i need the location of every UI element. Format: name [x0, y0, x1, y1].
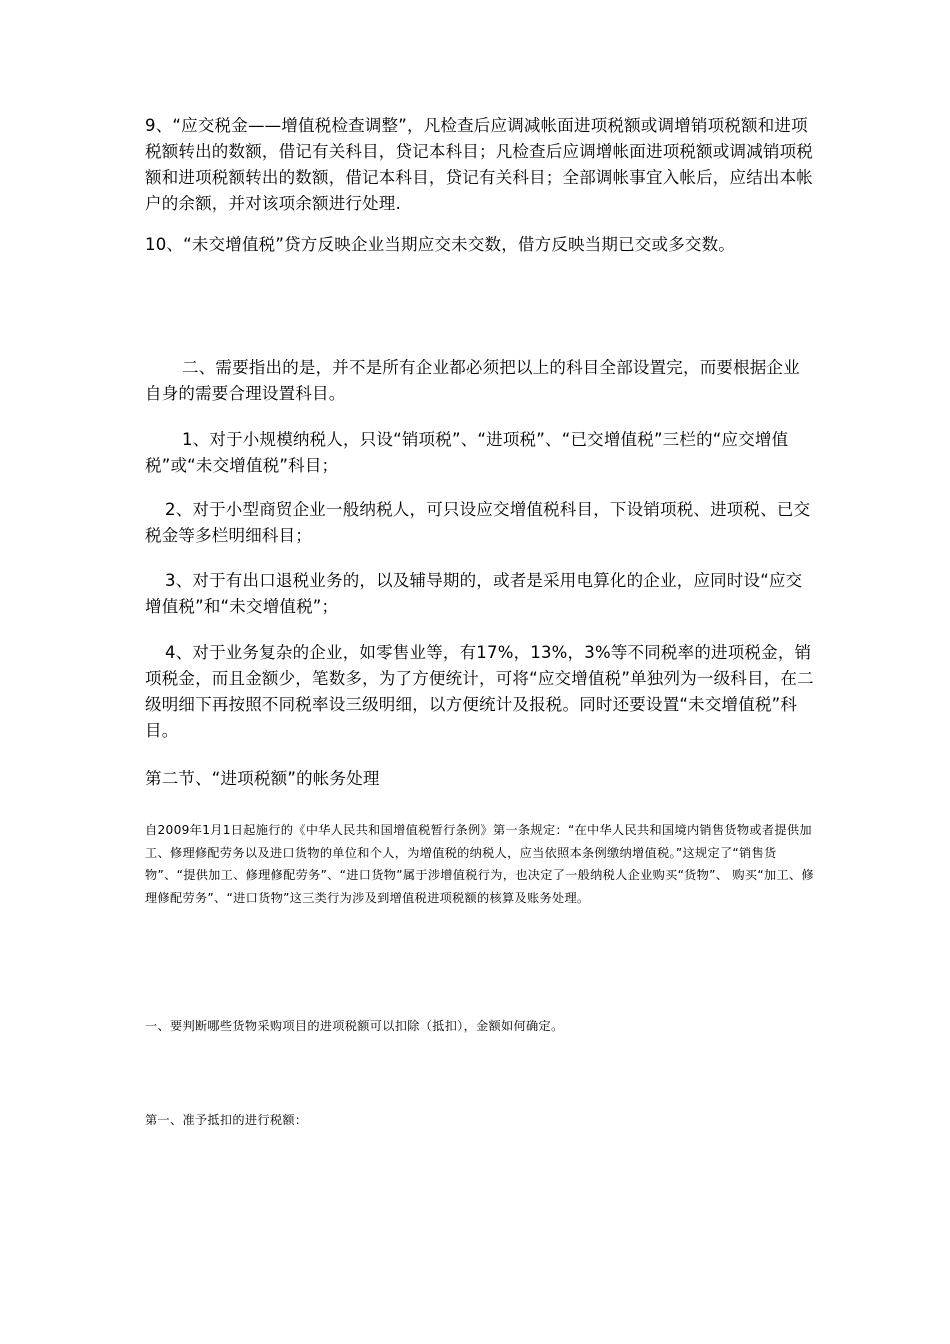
paragraph-judge: 一、要判断哪些货物采购项目的进项税额可以扣除（抵扣），金额如何确定。	[145, 1019, 564, 1033]
section-heading: 第二节、“进项税额”的帐务处理	[145, 769, 380, 788]
list-item-2: 2、对于小型商贸企业一般纳税人，可只设应交增值税科目，下设销项税、进项税、已交税金等多栏明细科目；	[145, 500, 811, 545]
list-item-4: 4、对于业务复杂的企业，如零售业等，有17%，13%，3%等不同税率的进项税金，销项税金，而且金额少，笔数多，为了方便统计，可将“应交增值税”单独列为一级科目，在二级明细下再按照不同税率设三级明细，以方便统计及报税。同时还要设置“未交增值税”科目。	[145, 643, 814, 740]
paragraph-law-quote: 自2009年1月1日起施行的《中华人民共和国增值税暂行条例》第一条规定：“在中华人民共和国境内销售货物或者提供加工、修理修配劳务以及进口货物的单位和个人，为增值税的纳税人，应当依照本条例缴纳增值税。”这规定了“销售货物”、“提供加工、修理修配劳务”、“进口货物”属于涉增值税行为，也决定了一般纳税人企业购买“货物”、 购买“加工、修理修配劳务”、“进口货物”这三类行为涉及到增值税进项税额的核算及账务处理。	[145, 823, 814, 905]
list-item-1: 1、对于小规模纳税人，只设“销项税”、“进项税”、“已交增值税”三栏的“应交增值税”或“未交增值税”科目；	[145, 430, 789, 475]
list-item-3: 3、对于有出口退税业务的，以及辅导期的，或者是采用电算化的企业，应同时设“应交增值税”和“未交增值税”；	[145, 571, 803, 616]
paragraph-item-9: 9、“应交税金——增值税检查调整”，凡检查后应调减帐面进项税额或调增销项税额和进项税额转出的数额，借记有关科目，贷记本科目；凡检查后应调增帐面进项税额或调减销项税额和进项税额转出的数额，借记本科目，贷记有关科目；全部调帐事宜入帐后，应结出本帐户的余额，并对该项余额进行处理.	[145, 116, 813, 213]
paragraph-section-two: 二、需要指出的是，并不是所有企业都必须把以上的科目全部设置完，而要根据企业自身的需要合理设置科目。	[145, 358, 800, 403]
paragraph-first: 第一、准予抵扣的进行税额：	[145, 1113, 308, 1127]
paragraph-item-10: 10、“未交增值税”贷方反映企业当期应交未交数，借方反映当期已交或多交数。	[145, 235, 735, 254]
